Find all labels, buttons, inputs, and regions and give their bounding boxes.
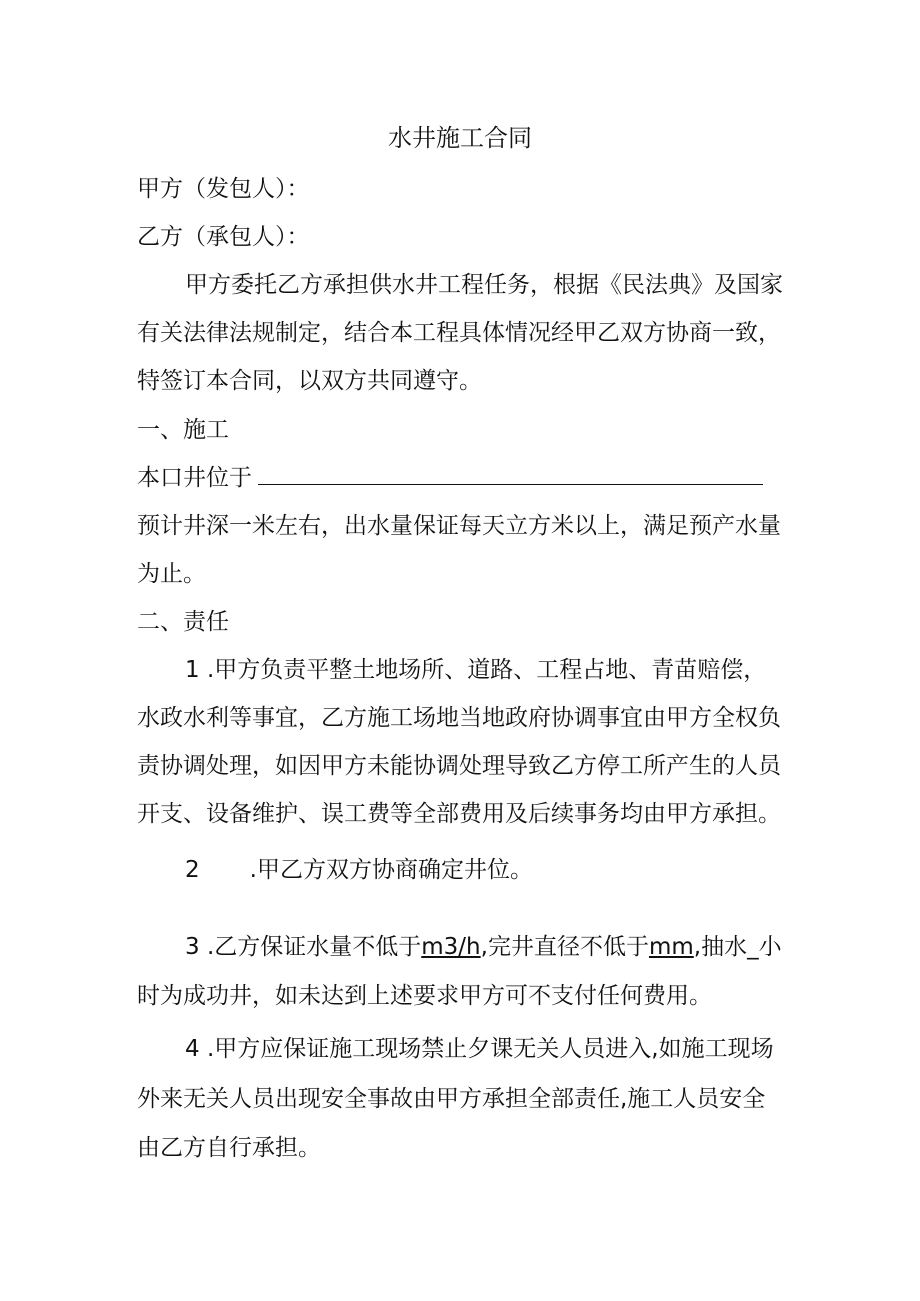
section-1-line-2: 为止。 xyxy=(137,561,206,587)
item-1-line-1: 1 .甲方负责平整土地场所、道路、工程占地、青苗赔偿， xyxy=(185,657,767,683)
item-3-line-2: 时为成功井，如未达到上述要求甲方可不支付任何费用。 xyxy=(137,983,712,1009)
item-4-line-3: 由乙方自行承担。 xyxy=(137,1135,321,1161)
section-1-heading: 一、施工 xyxy=(137,417,229,443)
item-1-line-3: 责协调处理，如因甲方未能协调处理导致乙方停工所产生的人员 xyxy=(137,753,781,779)
item-3-part-2: ,完井直径不低于 xyxy=(480,934,649,960)
item-3-unit-flow: m3/h xyxy=(421,934,481,960)
item-2-number: 2 xyxy=(185,857,200,883)
intro-line-3: 特签订本合同，以双方共同遵守。 xyxy=(137,368,482,394)
intro-line-2: 有关法律法规制定，结合本工程具体情况经甲乙双方协商一致， xyxy=(137,320,781,346)
item-3-part-3: ,抽水_小 xyxy=(693,934,782,960)
item-2-line xyxy=(185,855,533,885)
section-1-line-1: 预计井深一米左右，出水量保证每天立方米以上，满足预产水量 xyxy=(137,513,781,539)
item-1-line-2: 水政水利等事宜，乙方施工场地当地政府协调事宜由甲方全权负 xyxy=(137,705,781,731)
item-3-line-1 xyxy=(185,932,782,962)
item-3-part-1: 3 .乙方保证水量不低于 xyxy=(185,934,422,960)
item-2-text: .甲乙方双方协商确定井位。 xyxy=(249,857,533,883)
well-location-label: 本口井位于 xyxy=(137,465,252,491)
well-location-blank xyxy=(258,464,763,485)
document-title: 水井施工合同 xyxy=(388,124,532,152)
well-location-line xyxy=(137,463,763,493)
item-1-line-4: 开支、设备维护、误工费等全部费用及后续事务均由甲方承担。 xyxy=(137,801,781,827)
party-a-label: 甲方（发包人）： xyxy=(137,176,310,202)
party-b-label: 乙方（承包人）： xyxy=(137,224,310,250)
item-4-line-2: 外来无关人员出现安全事故由甲方承担全部责任,施工人员安全 xyxy=(137,1086,766,1112)
item-4-line-1: 4 .甲方应保证施工现场禁止夕课无关人员进入,如施工现场 xyxy=(185,1036,774,1062)
item-3-unit-diameter: mm xyxy=(648,934,694,960)
intro-line-1: 甲方委托乙方承担供水井工程任务，根据《民法典》及国家 xyxy=(185,272,783,298)
section-2-heading: 二、责任 xyxy=(137,609,229,635)
